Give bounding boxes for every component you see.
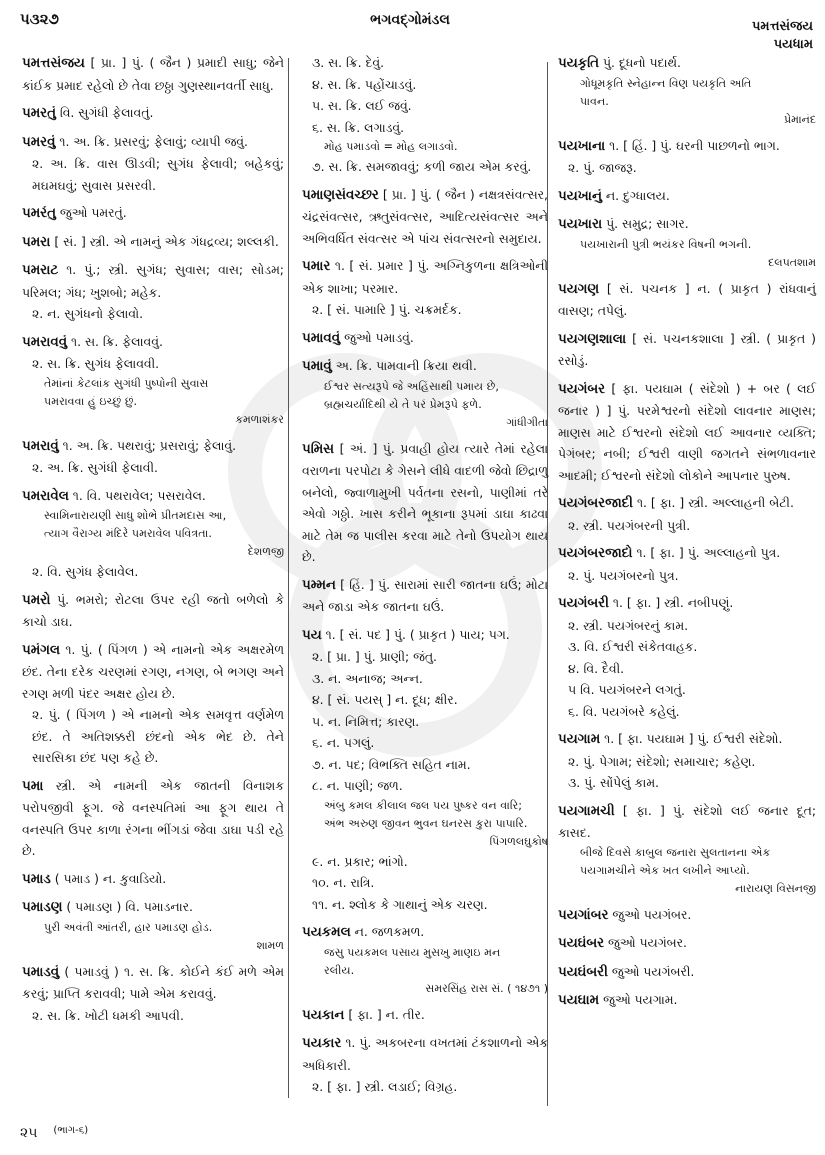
page-footer [20,1125,88,1141]
dictionary-entry [302,52,548,178]
sense-definition: ૨. [ સં. પામારિ ] પું. ચક્રમર્દક. [312,302,462,317]
headword: પયગણ [558,281,600,297]
dictionary-entry [22,331,284,429]
dictionary-entry [302,624,548,916]
dictionary-entry [22,485,284,583]
sense-definition: ૩. વિ. ઈશ્વરી સંકેતવાહક. [568,639,698,654]
headword: પયખાનું [558,188,602,204]
quotation-line: ગોધૂમકૃતિ સ્નેહાન્ન વિણ પયકૃતિ અતિ [580,76,752,90]
quotation-line: તેમાંનાં કેટલાંક સુગંધી પુષ્પોની સુવાસ [44,376,209,390]
quotation-source: પિંગળલઘુકોષ [489,834,548,848]
definition: ૧. પું.; સ્ત્રી. સુગંધ; સુવાસ; વાસ; સોડમ; પરિમલ; ગંધ; ખુશબો; મહેક. [22,262,284,300]
dictionary-entry [22,131,284,197]
column-3 [558,52,816,1018]
guide-word-last: પયધામ [773,37,813,52]
headword: પયકાર [302,1036,342,1051]
dictionary-entry [22,435,284,479]
page-number: પ૩૨૭ [20,10,59,28]
definition: જુઓ પયગંબર. [608,935,687,950]
quotation-source: ગાંધીગીતા [506,415,548,429]
dictionary-entry [558,278,816,322]
headword: પમરાવું [22,438,59,454]
definition: પું. સમુદ્ર; સાગર. [606,216,689,231]
headword: પયગંબરજાદી [558,496,633,511]
headword: પમરાવેલ [22,488,69,504]
headword: પયગણશાલા [558,331,627,347]
quotation-source: પ્રેમાનંદ [784,112,816,126]
dictionary-entry [22,639,284,769]
headword: પમરા [22,234,51,250]
quotation-source: શામળ [256,938,284,952]
dictionary-entry [558,213,816,272]
headword: પમંગલ [22,642,61,658]
definition: પું. દૂધનો પદાર્થ. [602,55,681,70]
quotation-source: સમરસિંહ રાસ સં. ( ૧૪૭૧ ) [425,981,548,995]
headword: પમાવું [302,359,332,374]
sense-definition: ૨. પું. પેગામ; સંદેશો; સમાચાર; કહેણ. [568,753,756,769]
definition: ( પમાડણ ) વિ. પમાડનાર. [66,899,193,914]
column-2 [302,52,548,1104]
sense-definition: ૭. સ. ક્રિ. સમજાવવું; કળી જાય એમ કરવું. [312,159,532,174]
definition: [ ફા. પયઘામ ( સંદેશો ) + બર ( લઈ જનાર ) ] પું. પરમેશ્વરનો સંદેશો લાવનાર માણસ; માણસ માટે ઈશ્વરનો સંદેશો લઈ આવનાર વ્યક્તિ; પેગંબર; નબી; ઈશ્વરી વાણી જગતને સંભળાવનાર આદમી; ઈશ્વરનો સંદેશો લોકોને આપનાર પુરુષ. [558,380,816,483]
headword: પમા [22,778,44,794]
definition: ૧. [ ફા. ] સ્ત્રી. નબીપણું. [612,595,734,610]
definition: જુઓ પમાડવું. [344,329,414,345]
definition: ૧. સ. ક્રિ. ફેલાવવું. [71,333,163,349]
headword: પમાડણ [22,900,63,915]
sense-definition: ૪. [ સં. પયસ્ ] ન. દૂધ; ક્ષીર. [312,692,458,707]
sense-definition: ૧૧. ન. શ્લોક કે ગાથાનું એક ચરણ. [312,896,488,912]
dictionary-entry [22,961,284,1027]
dictionary-entry [558,728,816,794]
headword: પયખારા [558,217,603,232]
dictionary-entry [558,185,816,208]
sense-definition: ૫. સ. ક્રિ. લઈ જવું. [312,98,412,113]
definition: ન. દુગ્ધાલય. [605,187,670,203]
headword: પમાડ [22,871,51,887]
headword: પયગામચી [558,803,615,819]
sense-definition: ૨. સ. ક્રિ. સુગંધ ફેલાવવી. [32,356,160,371]
quotation-line: ઈશ્વર સત્યરૂપે જે અહિંસાથી પમાય છે, [324,379,499,393]
dictionary-entry [302,255,548,321]
definition: અ. ક્રિ. પામવાની ક્રિયા થવી. [335,358,477,373]
dictionary-entry [302,1004,548,1027]
column-1 [22,52,284,1032]
dictionary-entry [22,589,284,633]
column-divider [288,58,289,1098]
headword: પયગંબરી [558,596,609,611]
sense-definition: ૮. ન. પાણી; જળ. [312,778,403,793]
definition: [ ફા. ] ન. તીર. [348,1006,425,1022]
headword: પમરો [22,592,51,608]
dictionary-entry [558,961,816,984]
quotation-line: પાવન. [580,94,609,108]
definition: ૧. [ હિં. ] પું. ઘરની પાછળનો ભાગ. [609,137,780,153]
quotation-line: પયખારાની પુત્રી ભયંકર વિષની ભગની. [580,237,752,251]
dictionary-entry [22,202,284,225]
sense-definition: ૯. ન. પ્રકાર; ભાંગો. [312,853,408,869]
guide-words [752,18,813,54]
dictionary-entry [558,932,816,955]
headword: પમાડવું [22,964,60,980]
dictionary-entry [22,52,284,96]
headword: પમત્તસંજય [22,56,85,71]
headword: પયગાંબર [558,907,609,923]
dictionary-entry [302,921,548,998]
quotation-source: દેશળજી [247,545,284,558]
sense-definition: ૨. સ્ત્રી. પયગંબરનું કામ. [568,617,689,633]
quotation-line: પુરી અવંતી આંતરી, હાર પમાડણ હોડ. [44,920,213,934]
dictionary-entry [22,868,284,891]
headword: પમ્મન [302,577,336,593]
definition: જુઓ પયગામ. [603,992,678,1007]
dictionary-entry [22,896,284,955]
headword: પયઘામ [558,993,600,1008]
sense-definition: ૨. ન. સુગંધનો ફેલાવો. [32,306,144,321]
quotation-line: મોહ પમાડવો = મોહ લગાડવો. [324,140,458,153]
definition: ૧. [ સં. પદ ] પું. ( પ્રાકૃત ) પાય; પગ. [325,626,510,642]
volume-label: (ભાગ-૬) [53,1125,89,1136]
quotation-line: અંભ અરુણ જીવન ભુવન ઘનરસ કુરા પાપારિ. [324,816,528,830]
headword: પયગામ [558,732,601,747]
definition: સ્ત્રી. એ નામની એક જાતની વિનાશક પરોપજીવી ફૂગ. જે વનસ્પતિમાં આ ફૂગ થાય તે વનસ્પતિ ઉપર કાળા રંગના ભીંગડાં જેવા ડાઘા પડી રહે છે. [22,777,284,858]
quotation-line: પમરાવવા હું ઇચ્છું છું. [44,394,138,408]
definition: ૧. અ. ક્રિ. પ્રસરવું; ફેલાવું; વ્યાપી જવું. [59,133,248,149]
definition: [ પ્રા. ] પું. ( જૈન ) પ્રમાદી સાધુ; જેને કાંઈક પ્રમાદ રહેલો છે તેવા છઠ્ઠા ગુણસ્થાનવર્તી સાધુ. [22,55,284,93]
dictionary-entry [22,775,284,862]
quotation-line: અંબુ કમલ કીલાલ જલ પય પુષ્કર વન વારિ; [324,798,522,812]
dictionary-entry [558,989,816,1012]
sense-definition: ૨. પું. ( પિંગળ ) એ નામનો એક સમવૃત્ત વર્ણમેળ છંદ. તે અતિશક્કરી છંદનો એક ભેદ છે. તેને સારસિકા છંદ પણ કહે છે. [32,707,284,765]
definition: ૧. વિ. પથરાવેલ; પસરાવેલ. [72,487,206,503]
definition: [ સં. પચનક ] ન. ( પ્રાકૃત ) રાંધવાનું વાસણ; તપેલું. [558,280,816,318]
headword: પમિસ [302,441,335,457]
sense-definition: ૭. ન. પદ; વિભક્તિ સહિત નામ. [312,756,471,772]
dictionary-entry [558,800,816,898]
headword: પયગંબરજાદો [558,546,633,561]
sense-definition: ૨. પું. પયગંબરનો પુત્ર. [568,567,679,583]
sense-definition: ૨. અ. ક્રિ. વાસ ઊડવી; સુગંધ ફેલાવી; બહેકવું; મઘમઘવું; સુવાસ પ્રસરવી. [32,156,284,193]
sense-definition: ૩. સ. ક્રિ. દેવું. [312,55,385,70]
sense-definition: ૨. અ. ક્રિ. સુગંધી ફેલાવી. [32,460,158,475]
definition: જુઓ પયગંબર. [612,906,692,922]
dictionary-entry [558,52,816,129]
quotation-source: નારાયણ વિસનજી [735,881,816,895]
definition: [ પ્રા. ] પું. ( જૈન ) નક્ષત્રસંવત્સર, ચંદ્રસંવત્સર, ઋતુસંવત્સર, આદિત્યસંવત્સર અને અભિવર્ધિત સંવત્સર એ પાંચ સંવત્સરનો સમુદાય. [302,186,548,246]
dictionary-entry [302,184,548,250]
definition: [ સં. પચનકશાલા ] સ્ત્રી. ( પ્રાકૃત ) રસોડું. [558,330,816,368]
dictionary-entry [558,135,816,179]
definition: [ હિં. ] પું. સારામાં સારી જાતના ઘઉં; મોટા અને જાડા એક જાતના ઘઉં. [302,576,548,614]
definition: ૧. [ ફા. પયઘામ ] પું. ઈશ્વરી સંદેશો. [604,731,783,746]
definition: જુઓ પયગંબરી. [611,963,695,979]
headword: પમાર [302,259,331,274]
headword: પમાણસંવચ્છર [302,187,379,203]
sense-definition: ૨. સ્ત્રી. પયગંબરની પુત્રી. [568,517,691,533]
sense-definition: ૬. વિ. પયગંબરે કહેલું. [568,703,680,719]
headword: પયખાના [558,138,606,154]
definition: [ સં. ] સ્ત્રી. એ નામનું એક ગંધદ્રવ્ય; શલ્લકી. [54,233,279,249]
signature-number: ૨૫ [20,1125,38,1141]
sense-definition: ૫. ન. નિમિત્ત; કારણ. [312,713,420,729]
dictionary-entry [558,378,816,487]
definition: ૧. [ ફા. ] પું. અલ્લાહનો પુત્ર. [636,545,781,560]
sense-definition: ૩. પું. સોંપેલું કામ. [568,775,659,790]
dictionary-entry [302,327,548,350]
definition: ૧. પું. અકબરના વખતમાં ટંકશાળનો એક અધિકારી. [302,1035,548,1073]
book-title: ભગવદ્ગોમંડલ [370,12,450,28]
definition: ૧. [ ફા. ] સ્ત્રી. અલ્લાહની બેટી. [636,495,794,510]
sense-definition: ૨. [ પ્રા. ] પું. પ્રાણી; જંતુ. [312,649,437,664]
dictionary-entry [22,102,284,125]
sense-definition: ૧૦. ન. રાત્રિ. [312,875,375,890]
quotation-source: કમળાશંકર [235,412,284,426]
dictionary-entry [302,1032,548,1098]
sense-definition: ૩. ન. અનાજ; અન્ન. [312,670,423,686]
headword: પયઘંબરી [558,964,608,980]
sense-definition: ૨. સ. ક્રિ. ખોટી ધમકી આપવી. [32,1007,184,1023]
sense-definition: ૨. પું. જાજરૂ. [568,160,637,175]
definition: [ ફા. ] પું. સંદેશો લઈ જનાર દૂત; કાસદ. [558,802,816,840]
dictionary-entry [22,259,284,325]
definition: જુઓ પમરતું. [59,205,127,220]
headword: પમરતું [22,106,56,121]
dictionary-entry [558,542,816,586]
headword: પમરાટ [22,263,59,278]
headword: પયઘંબર [558,936,605,951]
quotation-source: દલપતશામ [768,255,816,269]
dictionary-entry [558,592,816,722]
definition: ( પમાડવું ) ૧. સ. ક્રિ. કોઈને કંઈ મળે એમ કરવું; પ્રાપ્તિ કરાવવી; પામે એમ કરાવવું. [22,963,284,1001]
quotation-line: બ્રહ્મચર્યાદિથી યે તે પરં પ્રેમરૂપે ફળે. [324,397,482,411]
dictionary-entry [302,355,548,432]
dictionary-entry [558,492,816,536]
definition: પું. ભમરો; રોટલા ઉપર રહી જતો બળેલો કે કાચો ડાઘ. [22,591,284,629]
definition: ૧. પું. ( પિંગળ ) એ નામનો એક અક્ષરમેળ છંદ. તેના દરેક ચરણમાં રગણ, નગણ, બે ભગણ અને રગણ મળી પંદર અક્ષર હોય છે. [22,641,284,701]
quotation-line: બીજે દિવસે કાબુલ જનારા સુલતાનના એક [580,845,771,859]
sense-definition: ૨. [ ફા. ] સ્ત્રી. લડાઈ; વિગ્રહ. [312,1079,458,1094]
headword: પમાવવું [302,330,341,346]
quotation-line: સ્વામિનારાયણી સાધુ શોભે પ્રીતમદાસ આ, [44,509,227,522]
quotation-line: ત્યાગ વૈરાગ્ય મંદિરે પમરાવેલ પવિત્રતા. [44,527,212,540]
headword: પયકાન [302,1007,345,1023]
definition: ન. જળકમળ. [354,924,425,939]
headword: પયકૃતિ [558,56,600,71]
definition: ૧. અ. ક્રિ. પથરાવું; પ્રસરાવું; ફેલાવું. [62,437,237,453]
definition: ૧. [ સં. પ્રમાર ] પું. અગ્નિકુળના ક્ષત્રિઓની એક શાખા; પરમાર. [302,258,548,296]
headword: પયકમલ [302,925,351,940]
quotation-line: જસુ પયકમલ પસાય મુસખુ માણઇ મન [324,945,501,959]
headword: પયગંબર [558,381,606,397]
sense-definition: ૪. વિ. દૈવી. [568,660,625,676]
dictionary-entry [558,904,816,927]
sense-definition: ૨. વિ. સુગંધ ફેલાવેલ. [32,564,139,579]
definition: ( પમાડ ) ન. કુવાડિયો. [54,870,167,886]
dictionary-entry [22,231,284,254]
sense-definition: ૪. સ. ક્રિ. પહોંચાડવું. [312,76,417,92]
quotation-line: પયગામચીને એક ખત લખીને આપ્યો. [580,863,750,877]
headword: પમરવું [22,134,56,150]
dictionary-entry [558,328,816,372]
dictionary-entry [302,438,548,568]
sense-definition: ૬. સ. ક્રિ. લગાડવું. [312,119,405,135]
dictionary-entry [302,574,548,618]
definition: વિ. સુગંધી ફેલાવતું. [59,105,154,120]
headword: પમરંતુ [22,206,56,221]
headword: પમરાવવું [22,334,68,350]
guide-word-first: પમત્તસંજય [751,19,813,34]
headword: પય [302,627,322,643]
sense-definition: ૬. ન. પગલું. [312,735,375,750]
quotation-line: રલીય. [324,963,355,977]
sense-definition: ૫ વિ. પયગંબરને લગતું. [568,682,686,697]
definition: [ અં. ] પું. પ્રવાહી હોય ત્યારે તેમાં રહેલા વરાળના પરપોટા કે ગેસને લીધે વાદળી જેવો છિદ્રાળુ બનેલો, જ્વાળામુખી પર્વતના રસનો, પાણીમાં તરે એવો ગઠ્ઠો. ખાસ કરીને ભૂકાના રૂપમાં ડાઘા કાઢવા માટે તેમ જ પાલીસ કરવા માટે તેનો ઉપયોગ થાય છે. [302,440,548,564]
